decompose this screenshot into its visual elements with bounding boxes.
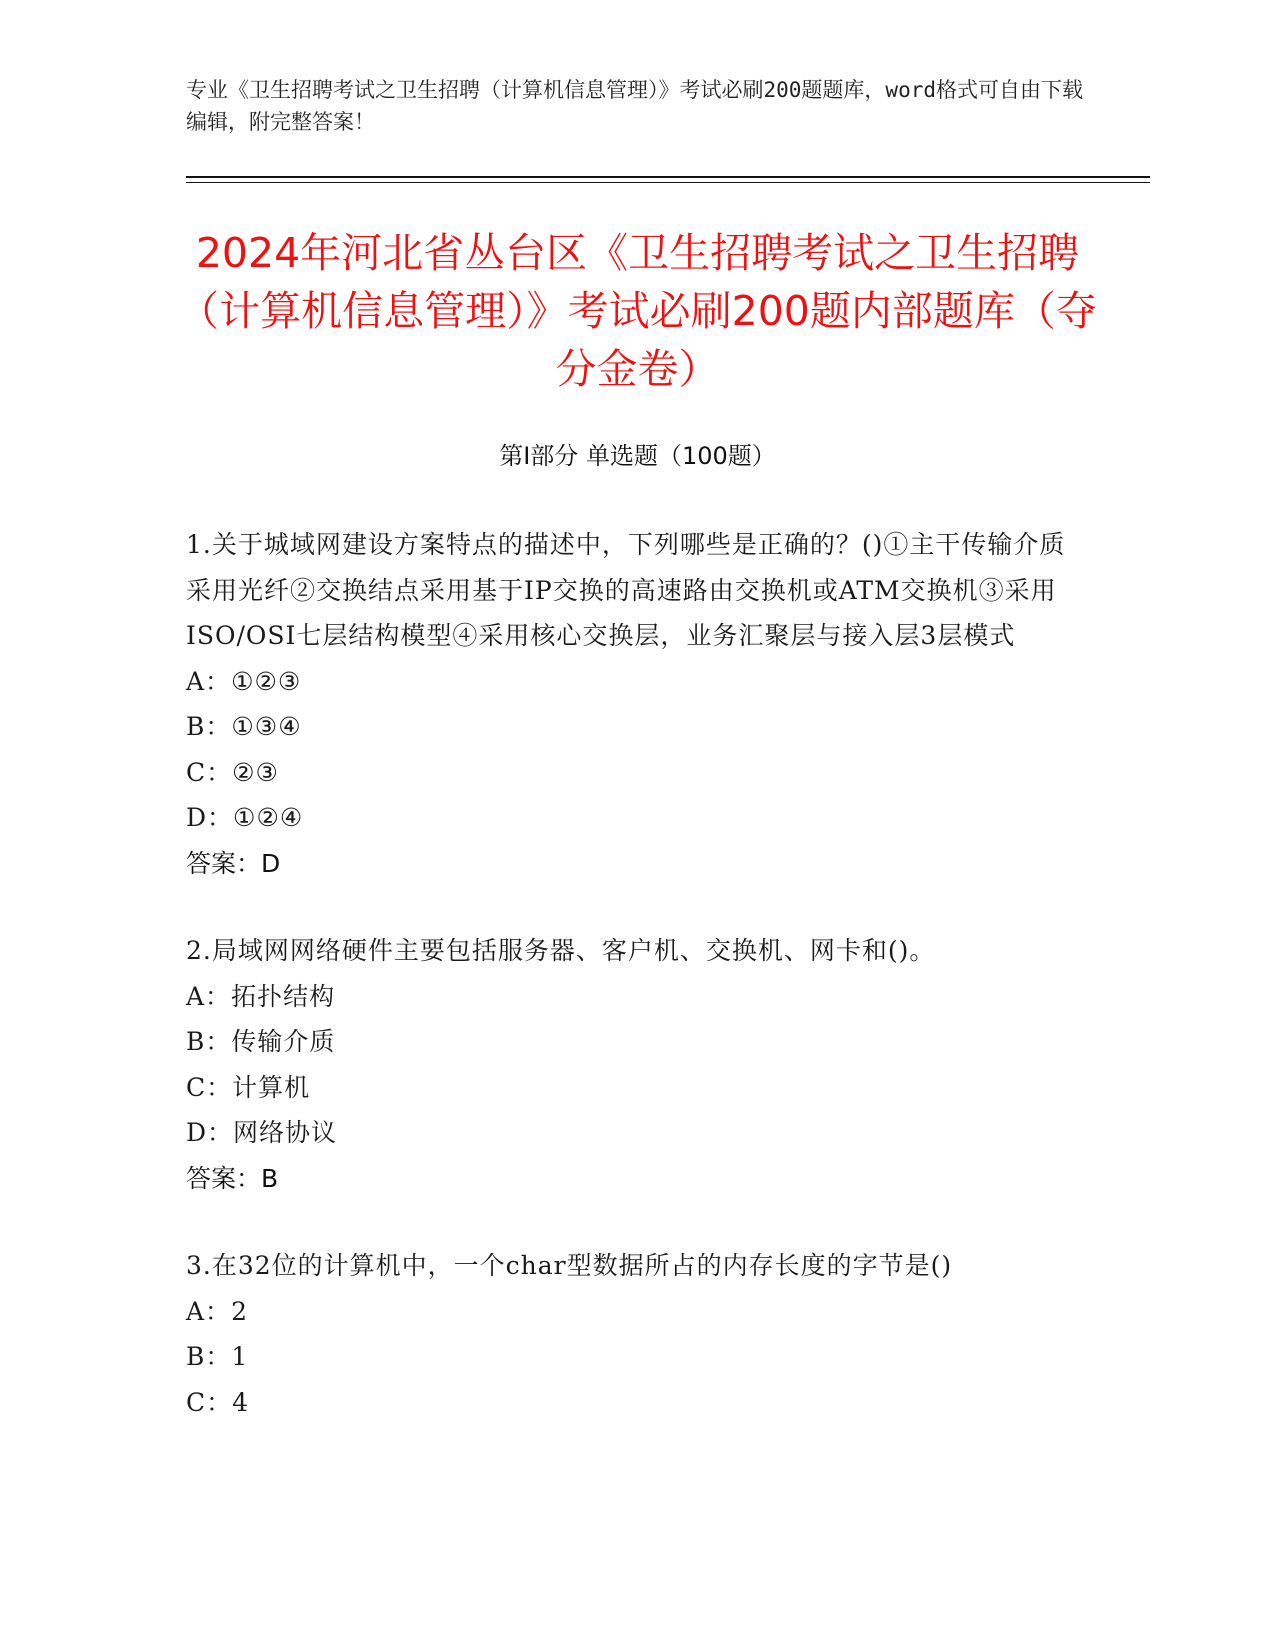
question-list	[186, 522, 1066, 1467]
header-note: 专业《卫生招聘考试之卫生招聘（计算机信息管理）》考试必刷200题题库，word格式可自由下载编辑，附完整答案！	[186, 78, 1083, 134]
option-text: 计算机	[232, 1072, 311, 1102]
option-d	[186, 795, 1066, 841]
question-stem: 2.局域网网络硬件主要包括服务器、客户机、交换机、网卡和()。	[186, 936, 936, 965]
option-text: 传输介质	[231, 1027, 336, 1056]
option-text: ①②③	[231, 666, 302, 696]
option-key: C：	[186, 757, 233, 787]
answer-line	[186, 1156, 1066, 1202]
option-text: ①③④	[231, 712, 302, 741]
question-2	[186, 928, 1066, 1201]
question-stem: 1.关于城域网建设方案特点的描述中，下列哪些是正确的？()①主干传输介质采用光纤②交换结点采用基于IP交换的高速路由交换机或ATM交换机③采用ISO/OSI七层结构模型④采用核心交换层，业务汇聚层与接入层3层模式	[186, 530, 1066, 650]
answer-line	[186, 841, 1066, 887]
answer-label: 答案：	[186, 1163, 262, 1193]
option-key: B：	[186, 1342, 232, 1371]
option-text: 4	[232, 1387, 250, 1417]
answer-label: 答案：	[186, 848, 262, 878]
option-c	[186, 1065, 1066, 1111]
option-key: A：	[186, 981, 232, 1011]
answer-value: D	[261, 848, 281, 878]
option-c	[186, 1380, 1066, 1426]
option-a	[186, 1289, 1066, 1335]
option-key: A：	[186, 1296, 232, 1326]
option-b	[186, 1334, 1066, 1380]
option-key: B：	[186, 1027, 232, 1056]
header-divider-thin	[186, 182, 1150, 183]
option-key: D：	[186, 1118, 234, 1147]
option-text: ①②④	[233, 803, 304, 832]
option-key: B：	[186, 712, 232, 741]
document-title: 2024年河北省丛台区《卫生招聘考试之卫生招聘（计算机信息管理）》考试必刷200题内部题库（夺分金卷）	[178, 229, 1097, 393]
option-key: A：	[186, 666, 232, 696]
option-key: D：	[186, 803, 234, 832]
question-3	[186, 1243, 1066, 1425]
option-d	[186, 1110, 1066, 1156]
option-key: C：	[186, 1072, 233, 1102]
question-1	[186, 522, 1066, 886]
option-text: 拓扑结构	[231, 981, 336, 1011]
option-c	[186, 750, 1066, 796]
option-key: C：	[186, 1387, 233, 1417]
option-a	[186, 974, 1066, 1020]
option-text: 1	[231, 1342, 249, 1371]
option-b	[186, 704, 1066, 750]
section-title: 第I部分 单选题（100题）	[499, 442, 776, 470]
question-stem: 3.在32位的计算机中，一个char型数据所占的内存长度的字节是()	[186, 1251, 953, 1280]
option-text: 网络协议	[233, 1118, 338, 1147]
answer-value: B	[261, 1163, 279, 1193]
header-divider-thick	[186, 176, 1150, 178]
option-a	[186, 659, 1066, 705]
option-b	[186, 1019, 1066, 1065]
option-text: 2	[231, 1296, 248, 1326]
option-text: ②③	[232, 757, 279, 787]
